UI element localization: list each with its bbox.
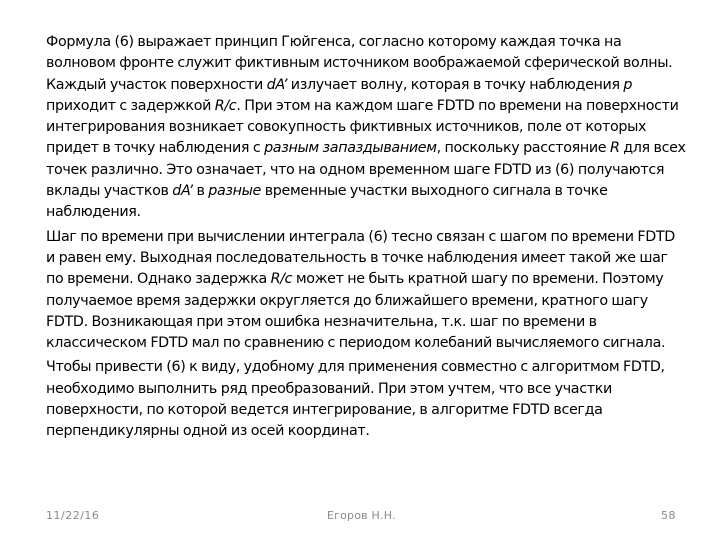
text-run-italic: R/c <box>270 271 293 288</box>
paragraph-time-step <box>46 227 686 355</box>
text-run: временные участки выходного сигнала в точке наблюдения. <box>46 183 608 221</box>
text-run: Шаг по времени при вычислении интеграла (6) тесно связан с шагом по времени FDTD и равен ему. Выходная последовательность в точке наблюдения имеет такой же шаг по времени. Однако задержка <box>46 228 675 288</box>
paragraph-huygens <box>46 32 686 224</box>
footer-date: 11/22/16 <box>46 509 100 522</box>
text-run-italic: dA’ <box>172 183 193 200</box>
text-run: Формула (6) выражает принцип Гюйгенса, согласно которому каждая точка на волновом фронте служит фиктивным источником воображаемой сферической волны. Каждый участок поверхности <box>46 34 673 93</box>
text-run: Чтобы привести (6) к виду, удобному для применения совместно с алгоритмом FDTD, необходимо выполнить ряд преобразований. При этом учтем, что все участки поверхности, по которой ведется интегрирование, в алгоритме FDTD всегда перпендикулярны одной из осей координат. <box>46 359 665 440</box>
text-run: . При этом на каждом шаге FDTD по времени на поверхности интегрирования возникает совокупность фиктивных источников, поле от которых придет в точку наблюдения с <box>46 97 679 157</box>
text-run-italic: R <box>609 140 620 157</box>
footer-author: Егоров Н.Н. <box>327 509 396 522</box>
paragraph-transformations <box>46 357 686 442</box>
text-run-italic: dA’ <box>266 76 288 93</box>
text-run: , поскольку расстояние <box>436 140 610 157</box>
footer-page-number: 58 <box>661 509 676 522</box>
text-run-italic: R/c <box>214 97 237 114</box>
text-run: излучает волну, которая в точку наблюдения <box>287 76 624 93</box>
text-run: в <box>192 183 209 200</box>
text-run-italic: p <box>623 76 633 93</box>
slide-body <box>46 32 686 446</box>
text-run-italic: разным запаздыванием <box>264 140 437 157</box>
text-run: приходит с задержкой <box>46 97 215 114</box>
text-run-italic: разные <box>208 183 261 200</box>
text-run: для всех точек различно. Это означает, что на одном временном шаге FDTD из (6) получаются вклады участков <box>46 140 686 200</box>
text-run: может не быть кратной шагу по времени. Поэтому получаемое время задержки округляется до ближайшего времени, кратного шагу FDTD. Возникающая при этом ошибка незначительна, т.к. шаг по времени в классическом FDTD мал по сравнению с периодом колебаний вычисляемого сигнала. <box>46 271 666 352</box>
